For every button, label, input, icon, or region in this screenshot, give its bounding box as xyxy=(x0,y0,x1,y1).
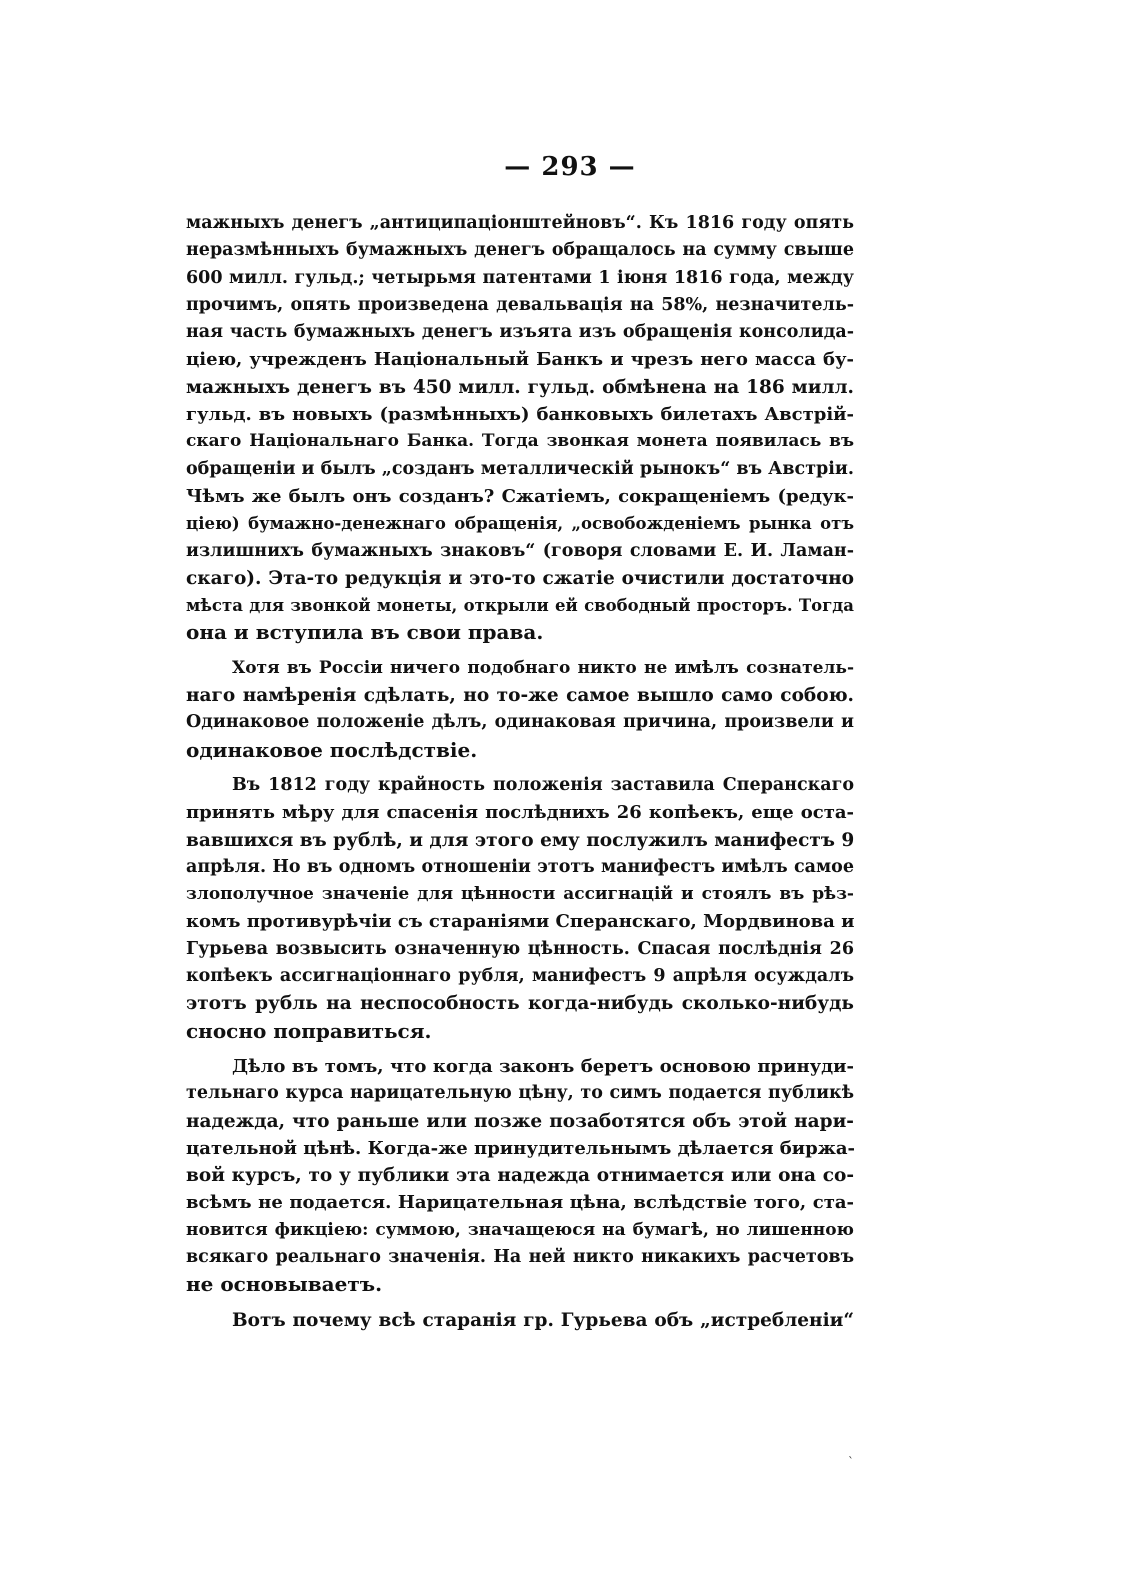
text-line: Дѣло въ томъ, что когда законъ беретъ основою принуди- xyxy=(232,1055,854,1077)
page-number: — 293 — xyxy=(504,152,636,182)
text-line: одинаковое послѣдствіе. xyxy=(186,737,478,762)
scan-speck: ˋ xyxy=(848,1455,854,1469)
paragraph xyxy=(186,1053,854,1299)
text-line: скаго). Эта-то редукція и это-то сжатіе очистили достаточно xyxy=(186,567,854,589)
text-line: апрѣля. Но въ одномъ отношеніи этотъ манифестъ имѣлъ самое xyxy=(186,856,854,877)
text-line: Гурьева возвысить означенную цѣнность. Спасая послѣднія 26 xyxy=(186,938,854,959)
text-line: ціею, учрежденъ Національный Банкъ и чрезъ него масса бу- xyxy=(186,349,854,371)
text-line: мажныхъ денегъ „антиципаціонштейновъ“. Къ 1816 году опять xyxy=(186,213,854,233)
text-line: излишнихъ бумажныхъ знаковъ“ (говоря словами Е. И. Ламан- xyxy=(186,540,854,561)
text-line: принять мѣру для спасенія послѣднихъ 26 копѣекъ, еще оста- xyxy=(186,802,854,824)
text-line: сносно поправиться. xyxy=(186,1018,432,1043)
text-line: ная часть бумажныхъ денегъ изъята изъ обращенія консолида- xyxy=(186,322,854,343)
text-line: обращеніи и былъ „созданъ металлическій рынокъ“ въ Австріи. xyxy=(186,458,854,479)
text-line: надежда, что раньше или позже позаботятся объ этой нари- xyxy=(186,1110,854,1132)
text-line: Въ 1812 году крайность положенія заставила Сперанскаго xyxy=(232,774,854,795)
text-line: гульд. въ новыхъ (размѣнныхъ) банковыхъ билетахъ Австрій- xyxy=(186,404,854,426)
text-line: цательной цѣнѣ. Когда-же принудительнымъ дѣлается биржа- xyxy=(186,1137,856,1159)
text-line: новится фикціею: суммою, значащеюся на бумагѣ, но лишенною xyxy=(186,1219,854,1240)
text-line: всѣмъ не подается. Нарицательная цѣна, вслѣдствіе того, ста- xyxy=(186,1192,854,1214)
text-line: Одинаковое положеніе дѣлъ, одинаковая причина, произвели и xyxy=(186,712,854,733)
paragraph xyxy=(186,772,854,1045)
text-line: тельнаго курса нарицательную цѣну, то симъ подается публикѣ xyxy=(186,1083,854,1104)
text-line: скаго Національнаго Банка. Тогда звонкая монета появилась въ xyxy=(186,431,854,452)
text-line: 600 милл. гульд.; четырьмя патентами 1 іюня 1816 года, между xyxy=(186,267,854,288)
text-line: этотъ рубль на неспособность когда-нибудь сколько-нибудь xyxy=(186,993,854,1015)
text-line: злополучное значеніе для цѣнности ассигнацій и стоялъ въ рѣз- xyxy=(186,884,854,905)
text-line: наго намѣренія сдѣлать, но то-же самое вышло само собою. xyxy=(186,685,854,707)
text-line: комъ противурѣчіи съ стараніями Сперанскаго, Мордвинова и xyxy=(186,911,855,933)
paragraph xyxy=(186,1307,854,1334)
text-line: Хотя въ Россіи ничего подобнаго никто не имѣлъ сознатель- xyxy=(232,657,854,678)
text-line: неразмѣнныхъ бумажныхъ денегъ обращалось на сумму свыше xyxy=(186,240,854,261)
text-line: Вотъ почему всѣ старанія гр. Гурьева объ „истребленіи“ xyxy=(232,1309,854,1331)
text-line: копѣекъ ассигнаціоннаго рубля, манифестъ 9 апрѣля осуждалъ xyxy=(186,966,854,987)
text-line: она и вступила въ свои права. xyxy=(186,620,544,645)
text-line: ціею) бумажно-денежнаго обращенія, „освобожденіемъ рынка отъ xyxy=(186,514,854,534)
paragraph xyxy=(186,210,854,647)
text-line: мажныхъ денегъ въ 450 милл. гульд. обмѣнена на 186 милл. xyxy=(186,376,854,398)
text-line: вой курсъ, то у публики эта надежда отнимается или она со- xyxy=(186,1165,854,1187)
text-line: не основываетъ. xyxy=(186,1272,383,1297)
page-text xyxy=(186,210,854,1342)
paragraph xyxy=(186,655,854,764)
text-line: мѣста для звонкой монеты, открыли ей свободный просторъ. Тогда xyxy=(186,596,854,616)
text-line: всякаго реальнаго значенія. На ней никто никакихъ расчетовъ xyxy=(186,1246,854,1267)
text-line: прочимъ, опять произведена девальвація на 58%, незначитель- xyxy=(186,294,854,315)
text-line: Чѣмъ же былъ онъ созданъ? Сжатіемъ, сокращеніемъ (редук- xyxy=(186,485,854,507)
text-line: вавшихся въ рублѣ, и для этого ему послужилъ манифестъ 9 xyxy=(186,829,855,851)
